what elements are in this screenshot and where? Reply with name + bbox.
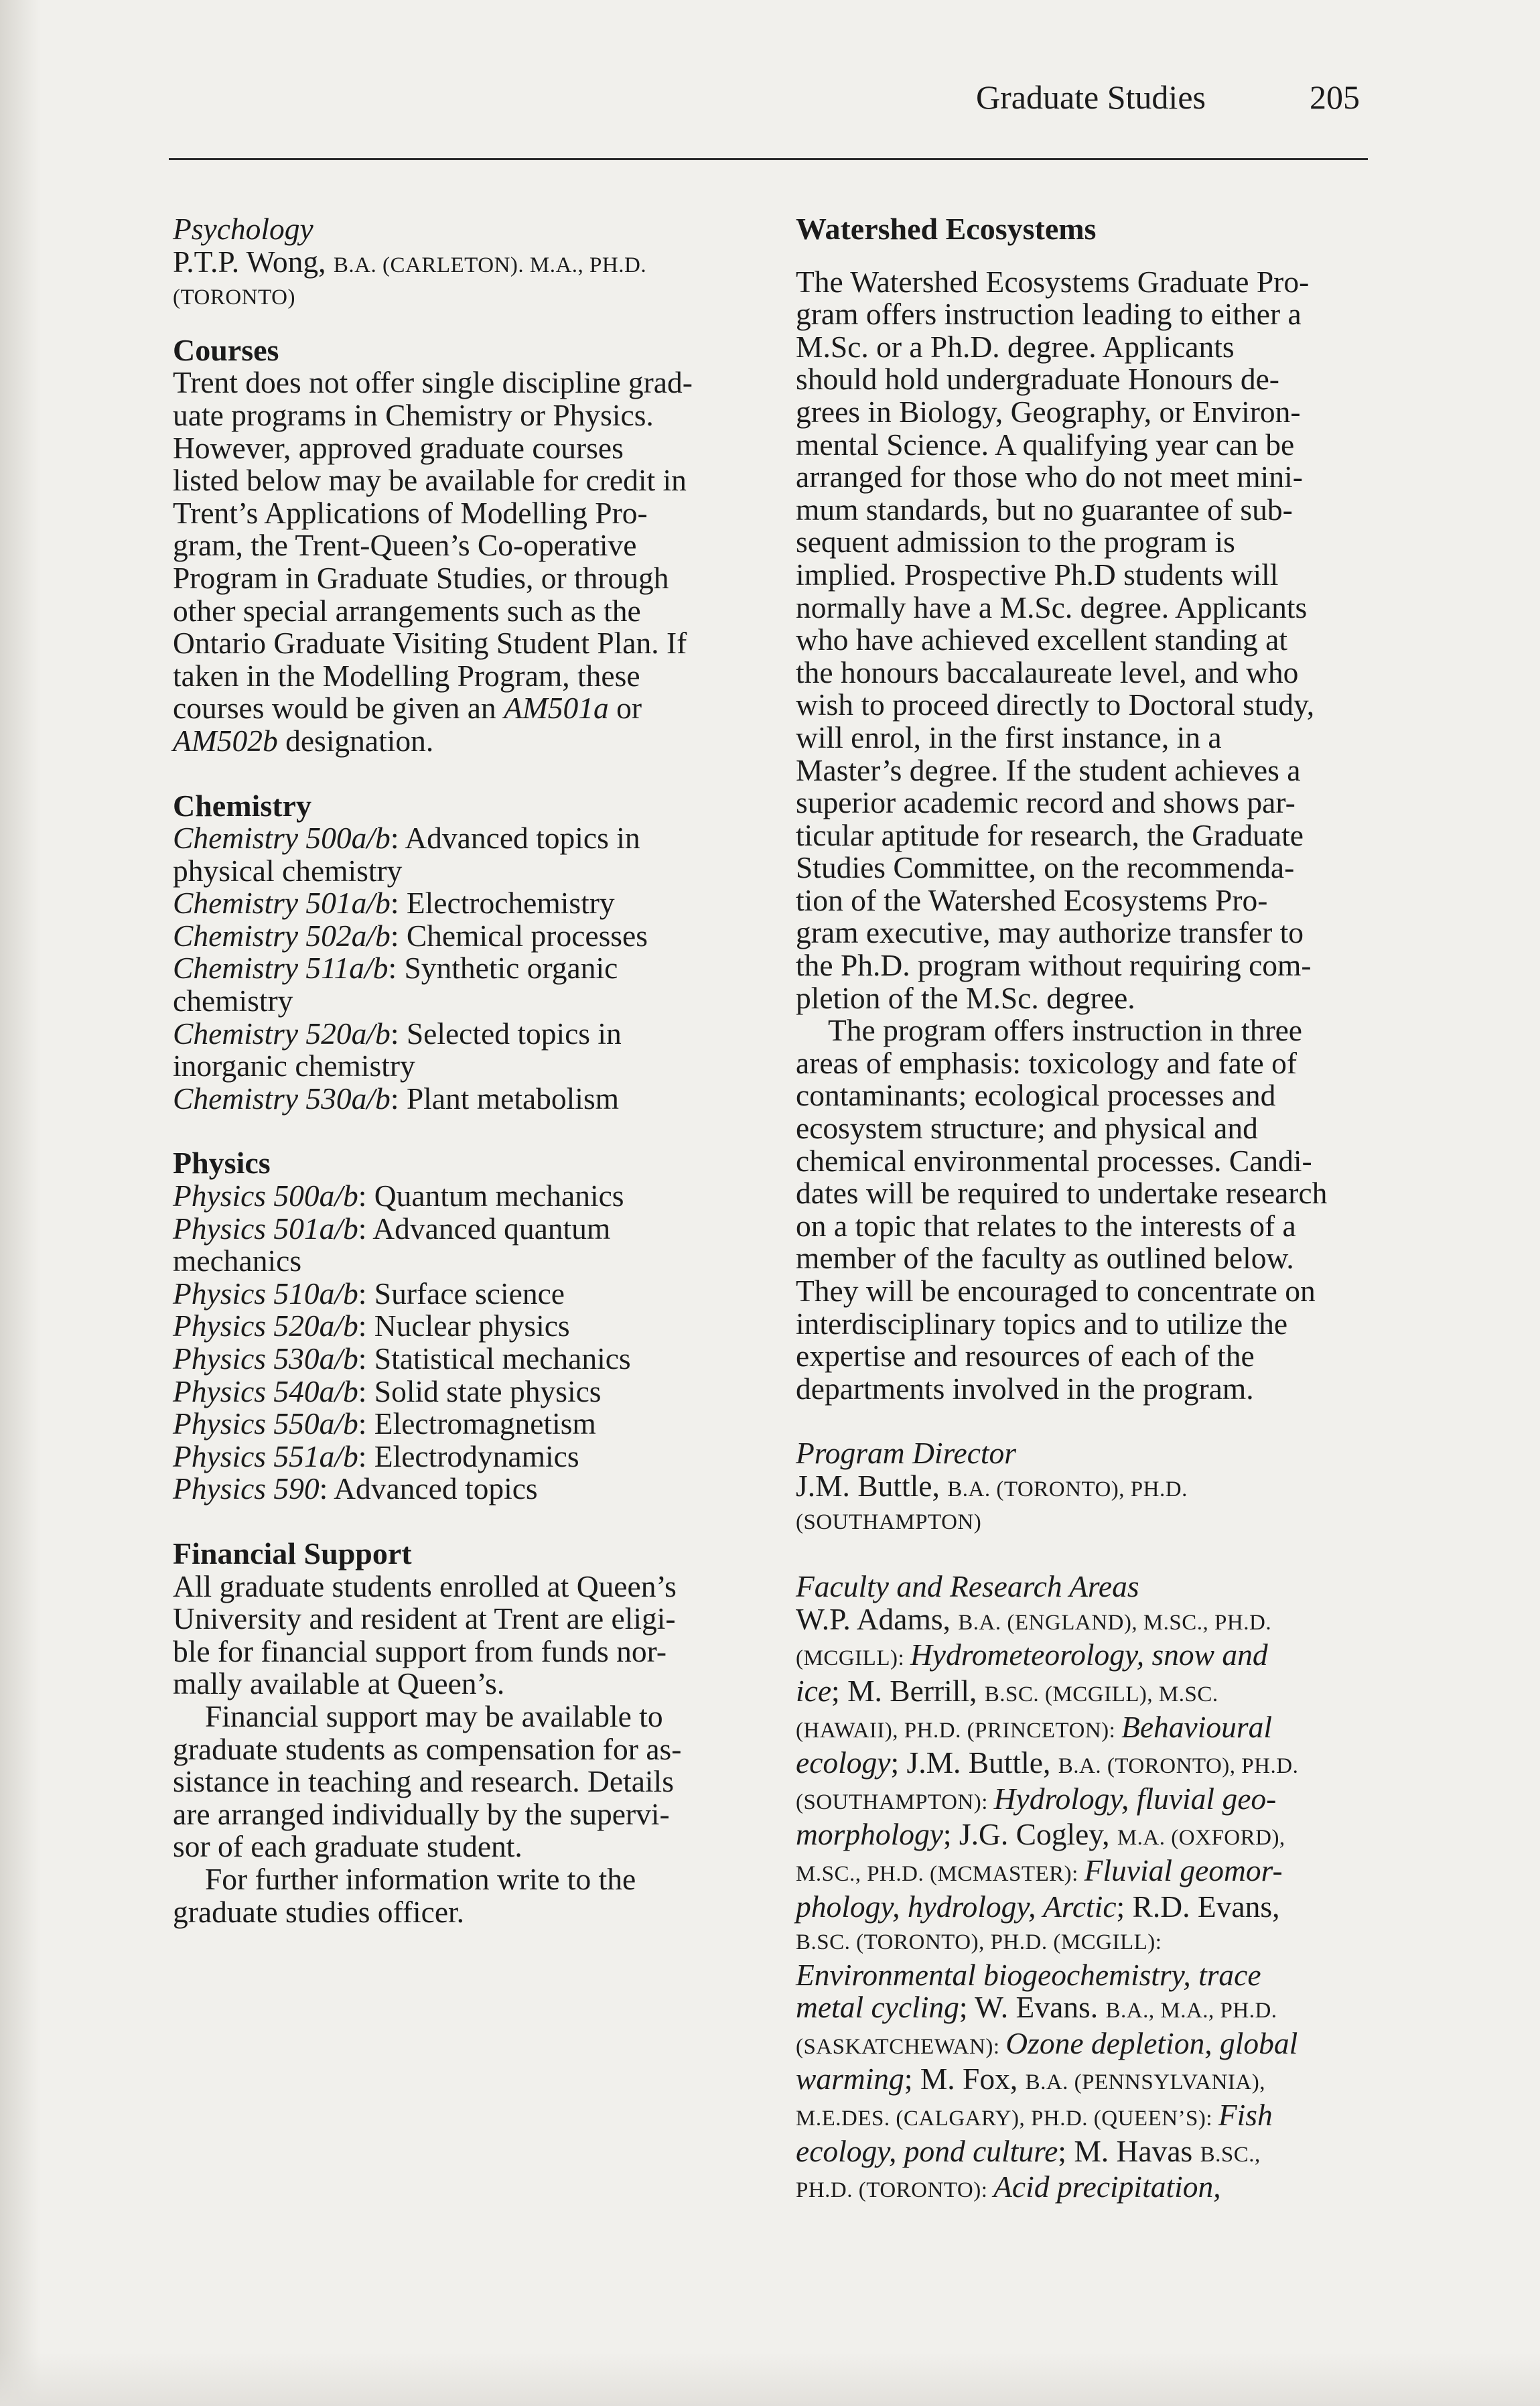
faculty-text: (MCGILL): xyxy=(796,1646,910,1671)
course-item xyxy=(173,1376,762,1408)
text-line: mum standards, but no guarantee of sub- xyxy=(796,492,1293,527)
text-line: normally have a M.Sc. degree. Applicants xyxy=(796,590,1308,624)
text-line: arranged for those who do not meet mini- xyxy=(796,460,1303,494)
text-line: expertise and resources of each of the xyxy=(796,1339,1255,1374)
text-line: tion of the Watershed Ecosystems Pro- xyxy=(796,882,1268,917)
course-code: Chemistry 501a/b xyxy=(173,886,391,921)
psych-degrees-cont: (TORONTO) xyxy=(173,285,295,310)
faculty-line xyxy=(796,1747,1385,1783)
faculty-text: phology, hydrology, Arctic xyxy=(796,1889,1117,1924)
faculty-text: warming xyxy=(796,2062,904,2096)
text-line: dates will be required to undertake research xyxy=(796,1176,1328,1211)
psych-name: P.T.P. Wong, xyxy=(173,244,334,279)
faculty-text: M.SC., PH.D. (MCMASTER): xyxy=(796,1861,1084,1886)
faculty-line xyxy=(796,2135,1385,2171)
course-code: Chemistry 500a/b xyxy=(173,821,391,856)
course-item xyxy=(173,1278,762,1311)
text-line: on a topic that relates to the interests of a xyxy=(796,1208,1296,1243)
text-line: sor of each graduate student. xyxy=(173,1829,522,1864)
text-line: interdisciplinary topics and to utilize the xyxy=(796,1306,1288,1341)
course-title: : Selected topics in xyxy=(390,1016,622,1051)
faculty-line xyxy=(796,1855,1385,1891)
faculty-text: B.A. (TORONTO), PH.D. xyxy=(1058,1754,1299,1779)
course-item xyxy=(173,887,762,920)
faculty-text: Fluvial geomor- xyxy=(1084,1853,1283,1887)
text-line: gram executive, may authorize transfer to xyxy=(796,915,1304,950)
course-title: : Electrodynamics xyxy=(358,1439,579,1473)
course-title: : Advanced topics xyxy=(319,1471,538,1506)
text-line: other special arrangements such as the xyxy=(173,593,641,628)
course-title: : Surface science xyxy=(358,1276,565,1311)
spacer xyxy=(173,1115,762,1147)
faculty-list xyxy=(796,1603,1385,2207)
text-line: Trent does not offer single discipline grad- xyxy=(173,365,693,400)
faculty-text: Ozone depletion, global xyxy=(1005,2025,1298,2060)
director-degrees: B.A. (TORONTO), PH.D. xyxy=(947,1477,1188,1501)
psychology-faculty xyxy=(173,246,762,282)
course-item xyxy=(173,1310,762,1343)
spacer xyxy=(796,1538,1385,1570)
program-director-label: Program Director xyxy=(796,1436,1017,1471)
faculty-line xyxy=(796,1783,1385,1819)
text-line: are arranged individually by the supervi- xyxy=(173,1796,670,1831)
course-code: Physics 530a/b xyxy=(173,1341,358,1376)
text-line: However, approved graduate courses xyxy=(173,430,624,465)
course-title: : Electromagnetism xyxy=(358,1406,596,1441)
faculty-text: Hydrology, fluvial geo- xyxy=(993,1781,1277,1816)
financial-paragraph-1 xyxy=(173,1570,762,1700)
course-code: Physics 550a/b xyxy=(173,1406,358,1441)
course-code: Physics 590 xyxy=(173,1471,320,1506)
course-code: Physics 520a/b xyxy=(173,1309,358,1343)
course-item xyxy=(173,952,762,985)
faculty-text: M.A. (OXFORD), xyxy=(1117,1826,1285,1851)
text-line: M.Sc. or a Ph.D. degree. Applicants xyxy=(796,329,1235,364)
faculty-text: Acid precipitation, xyxy=(993,2169,1221,2204)
faculty-text: ; W. Evans. xyxy=(959,1990,1106,2025)
course-code: Physics 551a/b xyxy=(173,1439,358,1473)
watershed-paragraph-2 xyxy=(796,1014,1385,1405)
text-line: University and resident at Trent are eligi- xyxy=(173,1601,676,1636)
text-line: chemical environmental processes. Candi- xyxy=(796,1143,1312,1178)
faculty-line xyxy=(796,2027,1385,2064)
text-line: gram offers instruction leading to either a xyxy=(796,297,1302,332)
text-line: ticular aptitude for research, the Graduate xyxy=(796,817,1304,852)
faculty-text: ; M. Havas xyxy=(1058,2133,1200,2168)
text-line: who have achieved excellent standing at xyxy=(796,622,1288,657)
faculty-text: B.SC. (MCGILL), M.SC. xyxy=(984,1682,1218,1707)
faculty-text: ecology xyxy=(796,1745,891,1780)
faculty-text: metal cycling xyxy=(796,1990,959,2025)
scan-edge-shadow xyxy=(0,0,40,2406)
page-number: 205 xyxy=(1310,78,1360,116)
course-code: Physics 500a/b xyxy=(173,1179,358,1213)
course-item xyxy=(173,1473,762,1506)
course-item xyxy=(173,1343,762,1376)
course-title: : Solid state physics xyxy=(358,1374,602,1408)
faculty-line xyxy=(796,1711,1385,1747)
text-line: graduate students as compensation for as- xyxy=(173,1731,682,1766)
text-line: Trent’s Applications of Modelling Pro- xyxy=(173,495,648,530)
faculty-text: PH.D. (TORONTO): xyxy=(796,2178,994,2203)
faculty-text: Behavioural xyxy=(1121,1709,1272,1744)
course-title: : Quantum mechanics xyxy=(358,1179,624,1213)
faculty-text: ; M. Fox, xyxy=(904,2062,1026,2096)
course-code: Physics 510a/b xyxy=(173,1276,358,1311)
text-line: pletion of the M.Sc. degree. xyxy=(796,980,1135,1015)
text-line: the Ph.D. program without requiring com- xyxy=(796,948,1312,983)
text-line: taken in the Modelling Program, these xyxy=(173,658,640,693)
spacer xyxy=(796,246,1385,266)
faculty-text: (HAWAII), PH.D. (PRINCETON): xyxy=(796,1718,1122,1743)
text-span: designation. xyxy=(277,723,434,758)
physics-heading: Physics xyxy=(173,1146,271,1181)
text-span: or xyxy=(608,691,642,726)
spacer xyxy=(796,1405,1385,1437)
right-column xyxy=(796,213,1385,2207)
text-line: Studies Committee, on the recommenda- xyxy=(796,850,1295,885)
am501a-code: AM501a xyxy=(504,691,609,726)
faculty-line xyxy=(796,2099,1385,2135)
course-title: : Electrochemistry xyxy=(390,886,615,921)
course-title: : Plant metabolism xyxy=(390,1081,620,1116)
text-line: Ontario Graduate Visiting Student Plan. If xyxy=(173,626,687,661)
faculty-line xyxy=(796,1959,1385,1992)
course-item xyxy=(173,1408,762,1441)
course-title-cont: chemistry xyxy=(173,984,293,1018)
text-line: the honours baccalaureate level, and who xyxy=(796,655,1299,689)
faculty-line xyxy=(796,1891,1385,1924)
course-code: Physics 540a/b xyxy=(173,1374,358,1408)
left-column xyxy=(173,213,762,1928)
course-title: : Advanced quantum xyxy=(358,1211,611,1246)
course-code: Chemistry 502a/b xyxy=(173,918,391,953)
course-item xyxy=(173,1213,762,1246)
faculty-text: Fish xyxy=(1218,2098,1273,2133)
courses-heading: Courses xyxy=(173,332,279,367)
text-line: They will be encouraged to concentrate on xyxy=(796,1274,1316,1308)
running-header-title: Graduate Studies xyxy=(976,78,1206,116)
course-item xyxy=(173,822,762,855)
text-line: Financial support may be available to xyxy=(205,1698,663,1733)
faculty-text: ice xyxy=(796,1673,832,1708)
text-line: listed below may be available for credit in xyxy=(173,463,687,498)
chemistry-course-list xyxy=(173,822,762,1115)
text-line: member of the faculty as outlined below. xyxy=(796,1241,1294,1276)
am502b-code: AM502b xyxy=(173,723,278,758)
course-item xyxy=(173,1180,762,1213)
courses-paragraph xyxy=(173,366,762,757)
watershed-heading: Watershed Ecosystems xyxy=(796,212,1097,246)
text-line: implied. Prospective Ph.D students will xyxy=(796,557,1279,592)
faculty-line xyxy=(796,1923,1385,1959)
text-line: uate programs in Chemistry or Physics. xyxy=(173,397,654,432)
chemistry-heading: Chemistry xyxy=(173,788,311,823)
text-line: should hold undergraduate Honours de- xyxy=(796,362,1279,397)
course-title: : Advanced topics in xyxy=(390,821,640,856)
text-line: mental Science. A qualifying year can be xyxy=(796,427,1295,462)
faculty-text: Environmental biogeochemistry, trace xyxy=(796,1957,1261,1992)
text-line: contaminants; ecological processes and xyxy=(796,1078,1276,1113)
text-line: ble for financial support from funds nor- xyxy=(173,1633,667,1668)
course-code: Chemistry 520a/b xyxy=(173,1016,391,1051)
faculty-line xyxy=(796,1991,1385,2027)
course-code: Chemistry 511a/b xyxy=(173,951,389,986)
course-item xyxy=(173,1441,762,1473)
watershed-paragraph-1 xyxy=(796,266,1385,1015)
text-line: departments involved in the program. xyxy=(796,1371,1254,1406)
faculty-text: ; J.M. Buttle, xyxy=(890,1745,1058,1780)
course-code: Physics 501a/b xyxy=(173,1211,358,1246)
financial-support-heading: Financial Support xyxy=(173,1536,412,1570)
text-line: Master’s degree. If the student achieves a xyxy=(796,752,1301,787)
faculty-text: B.SC., xyxy=(1200,2142,1261,2167)
text-line: sistance in teaching and research. Details xyxy=(173,1764,674,1799)
faculty-line xyxy=(796,1603,1385,1640)
text-line: areas of emphasis: toxicology and fate of xyxy=(796,1045,1297,1080)
course-item xyxy=(173,1083,762,1116)
header-rule xyxy=(169,158,1368,160)
course-item xyxy=(173,920,762,953)
course-title: : Nuclear physics xyxy=(358,1309,570,1343)
director-degrees-cont: (SOUTHAMPTON) xyxy=(796,1510,982,1534)
text-line xyxy=(173,692,762,725)
course-code: Chemistry 530a/b xyxy=(173,1081,391,1116)
faculty-text: (SOUTHAMPTON): xyxy=(796,1790,994,1814)
text-line: All graduate students enrolled at Queen’s xyxy=(173,1568,677,1603)
faculty-line xyxy=(796,2171,1385,2207)
text-line: grees in Biology, Geography, or Environ- xyxy=(796,394,1301,429)
faculty-text: Hydrometeorology, snow and xyxy=(910,1638,1268,1672)
spacer xyxy=(173,758,762,790)
course-title-cont: physical chemistry xyxy=(173,853,403,888)
text-line xyxy=(173,725,762,758)
course-title: : Synthetic organic xyxy=(388,951,618,986)
text-line: The program offers instruction in three xyxy=(828,1013,1302,1048)
psychology-label: Psychology xyxy=(173,212,313,246)
faculty-line xyxy=(796,1639,1385,1675)
scan-bottom-shadow xyxy=(0,2352,1540,2406)
text-line: Program in Graduate Studies, or through xyxy=(173,560,669,595)
faculty-text: ; M. Berrill, xyxy=(831,1673,985,1708)
financial-paragraph-2 xyxy=(173,1700,762,1863)
director-name: J.M. Buttle, xyxy=(796,1468,948,1503)
faculty-line xyxy=(796,2063,1385,2099)
course-title-cont: inorganic chemistry xyxy=(173,1049,415,1083)
program-director xyxy=(796,1470,1385,1506)
course-item xyxy=(173,1018,762,1051)
financial-paragraph-3 xyxy=(173,1863,762,1928)
faculty-text: ecology, pond culture xyxy=(796,2133,1058,2168)
faculty-text: M.E.DES. (CALGARY), PH.D. (QUEEN’S): xyxy=(796,2107,1218,2131)
faculty-text: B.A., M.A., PH.D. xyxy=(1105,1999,1277,2023)
text-line: will enrol, in the first instance, in a xyxy=(796,720,1222,754)
faculty-text: ; R.D. Evans, xyxy=(1116,1889,1280,1924)
text-line: For further information write to the xyxy=(205,1861,636,1896)
text-line: wish to proceed directly to Doctoral study, xyxy=(796,687,1315,722)
text-line: ecosystem structure; and physical and xyxy=(796,1111,1258,1146)
course-title-cont: mechanics xyxy=(173,1244,302,1278)
faculty-text: (SASKATCHEWAN): xyxy=(796,2034,1006,2059)
psych-degrees: B.A. (CARLETON). M.A., PH.D. xyxy=(333,253,647,277)
faculty-line xyxy=(796,1675,1385,1711)
faculty-text: B.A. (ENGLAND), M.SC., PH.D. xyxy=(958,1610,1272,1635)
faculty-line xyxy=(796,1818,1385,1855)
text-span: courses would be given an xyxy=(173,691,504,726)
faculty-text: W.P. Adams, xyxy=(796,1601,959,1636)
course-title: : Statistical mechanics xyxy=(358,1341,631,1376)
faculty-text: morphology xyxy=(796,1817,943,1852)
text-line: superior academic record and shows par- xyxy=(796,785,1296,820)
faculty-text: B.SC. (TORONTO), PH.D. (MCGILL): xyxy=(796,1930,1162,1955)
text-line: gram, the Trent-Queen’s Co-operative xyxy=(173,528,637,563)
faculty-text: B.A. (PENNSYLVANIA), xyxy=(1025,2070,1265,2095)
text-line: graduate studies officer. xyxy=(173,1894,465,1929)
spacer xyxy=(173,1506,762,1538)
faculty-label: Faculty and Research Areas xyxy=(796,1569,1139,1604)
physics-course-list xyxy=(173,1180,762,1506)
faculty-text: ; J.G. Cogley, xyxy=(942,1817,1117,1852)
text-line: sequent admission to the program is xyxy=(796,525,1235,559)
course-title: : Chemical processes xyxy=(390,918,648,953)
text-line: The Watershed Ecosystems Graduate Pro- xyxy=(796,264,1310,299)
text-line: mally available at Queen’s. xyxy=(173,1666,505,1701)
